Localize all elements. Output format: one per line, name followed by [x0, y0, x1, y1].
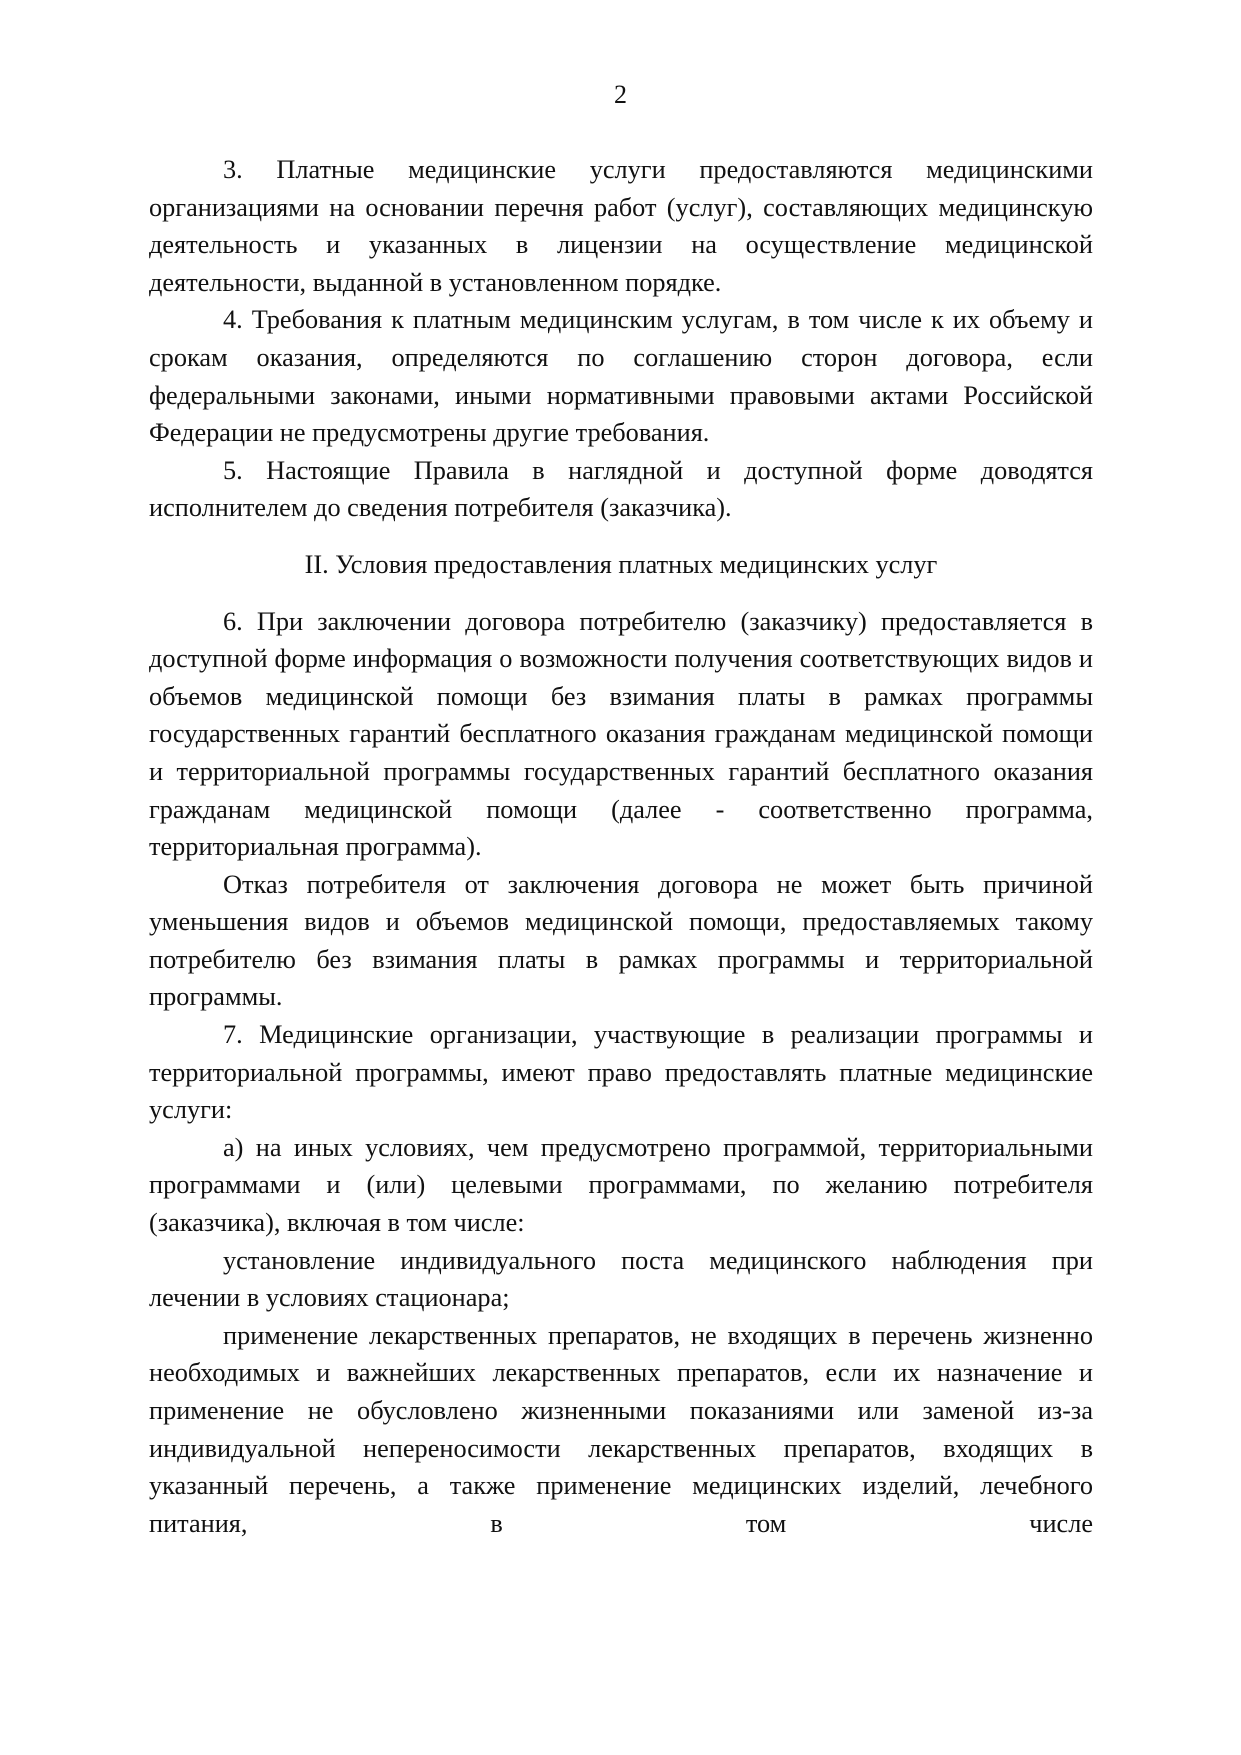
- paragraph-refusal: Отказ потребителя от заключения договора не может быть причиной уменьшения видов и объемов медицинской помощи, предоставляемых такому потребителю без взимания платы в рамках программы и территориальной программы.: [149, 869, 1093, 1012]
- paragraph-medicines: применение лекарственных препаратов, не входящих в перечень жизненно необходимых и важнейших лекарственных препаратов, если их назначение и применение не обусловлено жизненными показаниями или заменой из-за индивидуальной непереносимости лекарственных препаратов, входящих в указанный перечень, а также применение медицинских изделий, лечебного питания, в том числе: [149, 1320, 1093, 1538]
- paragraph-5: 5. Настоящие Правила в наглядной и доступной форме доводятся исполнителем до сведения потребителя (заказчика).: [149, 455, 1093, 523]
- section-heading: II. Условия предоставления платных медицинских услуг: [304, 549, 938, 579]
- paragraph-6: 6. При заключении договора потребителю (заказчику) предоставляется в доступной форме информация о возможности получения соответствующих видов и объемов медицинской помощи без взимания платы в рамках программы государственных гарантий бесплатного оказания гражданам медицинской помощи и территориальной программы государственных гарантий бесплатного оказания гражданам медицинской помощи (далее - соответственно программа, территориальная программа).: [149, 606, 1093, 862]
- paragraph-4: 4. Требования к платным медицинским услугам, в том числе к их объему и срокам оказания, определяются по соглашению сторон договора, если федеральными законами, иными нормативными правовыми актами Российской Федерации не предусмотрены другие требования.: [149, 305, 1093, 448]
- paragraph-3: 3. Платные медицинские услуги предоставляются медицинскими организациями на основании перечня работ (услуг), составляющих медицинскую деятельность и указанных в лицензии на осуществление медицинской деятельности, выданной в установленном порядке.: [149, 155, 1093, 297]
- paragraph-7: 7. Медицинские организации, участвующие в реализации программы и территориальной программы, имеют право предоставлять платные медицинские услуги:: [149, 1020, 1093, 1125]
- document-body: [149, 151, 1093, 1542]
- paragraph-individual-post: установление индивидуального поста медицинского наблюдения при лечении в условиях стационара;: [149, 1245, 1093, 1313]
- paragraph-7a: а) на иных условиях, чем предусмотрено программой, территориальными программами и (или) целевыми программами, по желанию потребителя (заказчика), включая в том числе:: [149, 1132, 1093, 1238]
- page-number: 2: [614, 80, 627, 109]
